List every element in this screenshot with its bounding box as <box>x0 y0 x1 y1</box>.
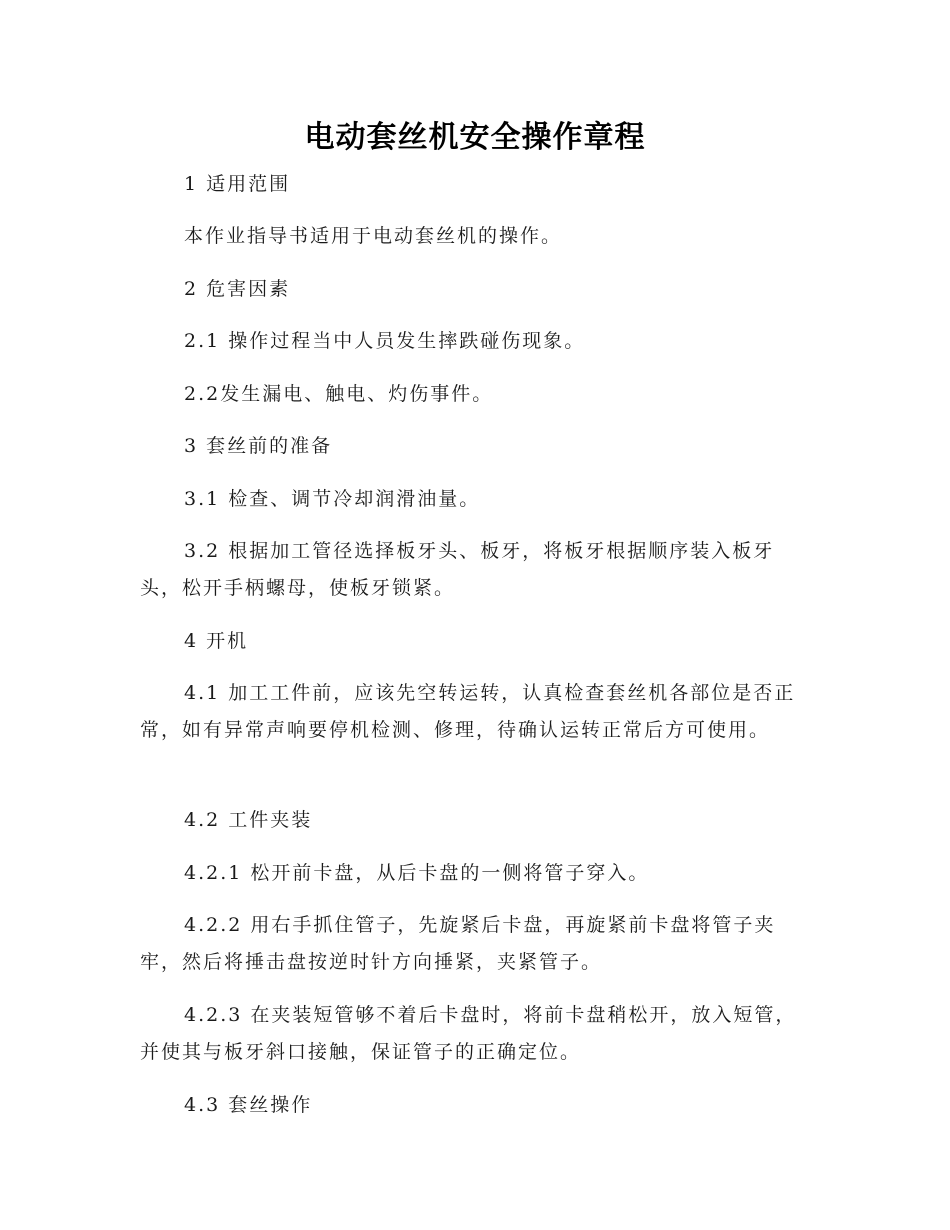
section-heading-1: 1 适用范围 <box>184 173 291 195</box>
paragraph-4-2-3: 4.2.3 在夹装短管够不着后卡盘时，将前卡盘稍松开，放入短管，并使其与板牙斜口接触，保证管子的正确定位。 <box>140 1004 797 1063</box>
paragraph-3-2: 3.2 根据加工管径选择板牙头、板牙，将板牙根据顺序装入板牙头，松开手柄螺母，使板牙锁紧。 <box>140 540 775 599</box>
document-title: 电动套丝机安全操作章程 <box>304 120 646 155</box>
section-heading-2: 2 危害因素 <box>184 278 291 300</box>
paragraph-2-2: 2.2发生漏电、触电、灼伤事件。 <box>184 383 494 405</box>
section-heading-4: 4 开机 <box>184 630 249 652</box>
section-heading-3: 3 套丝前的准备 <box>184 435 333 457</box>
paragraph-4-2-1: 4.2.1 松开前卡盘，从后卡盘的一侧将管子穿入。 <box>184 862 650 884</box>
paragraph-4-2: 4.2 工件夹装 <box>184 809 313 831</box>
paragraph-4-1: 4.1 加工工件前，应该先空转运转，认真检查套丝机各部位是否正常，如有异常声响要停机检测、修理，待确认运转正常后方可使用。 <box>140 682 796 741</box>
paragraph-2-1: 2.1 操作过程当中人员发生摔跌碰伤现象。 <box>184 330 586 352</box>
paragraph-4-3: 4.3 套丝操作 <box>184 1094 313 1116</box>
paragraph-4-2-2: 4.2.2 用右手抓住管子，先旋紧后卡盘，再旋紧前卡盘将管子夹牢，然后将捶击盘按逆时针方向捶紧，夹紧管子。 <box>140 914 776 973</box>
paragraph-3-1: 3.1 检查、调节冷却润滑油量。 <box>184 488 481 510</box>
paragraph-scope: 本作业指导书适用于电动套丝机的操作。 <box>184 225 563 247</box>
